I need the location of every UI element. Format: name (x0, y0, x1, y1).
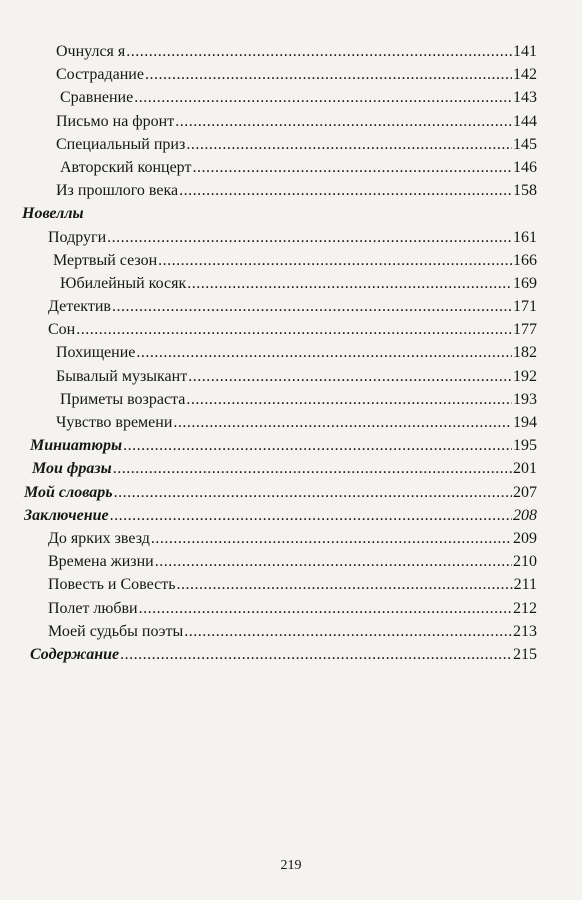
toc-entry (0, 295, 582, 318)
dot-leader (107, 226, 512, 249)
toc-page-number: 169 (513, 274, 537, 292)
dot-leader (158, 249, 512, 272)
dot-leader (145, 63, 512, 86)
toc-page-number: 194 (513, 414, 537, 431)
toc-entry-title: Полет любви (48, 599, 138, 617)
toc-entry-title: Из прошлого века (56, 182, 179, 200)
dot-leader (186, 388, 512, 411)
toc-entry (0, 527, 582, 550)
toc-entry (0, 179, 582, 202)
toc-page-number: 195 (513, 437, 537, 455)
dot-leader (188, 365, 512, 388)
dot-leader (179, 179, 512, 202)
table-of-contents (0, 40, 582, 666)
toc-entry (0, 318, 582, 341)
toc-page-number: 182 (513, 344, 537, 362)
toc-entry-title: Авторский концерт (60, 158, 192, 176)
toc-page-number: 208 (513, 506, 537, 524)
toc-entry-title: Специальный приз (56, 135, 186, 153)
dot-leader (187, 272, 512, 295)
toc-entry-title: Бывалый музыкант (56, 367, 188, 385)
toc-entry (0, 411, 582, 434)
dot-leader (113, 457, 512, 480)
dot-leader (126, 40, 512, 63)
toc-entry-title: Сон (48, 321, 76, 339)
dot-leader (186, 133, 512, 156)
toc-entry-title: Мой словарь (24, 483, 113, 501)
toc-entry-title: Мои фразы (32, 460, 112, 478)
toc-entry-title: Похищение (56, 344, 136, 362)
toc-page-number: 201 (513, 460, 537, 478)
toc-entry-title: Заключение (24, 506, 109, 524)
dot-leader (120, 643, 512, 666)
toc-entry (0, 550, 582, 573)
dot-leader (76, 318, 512, 341)
dot-leader (139, 597, 512, 620)
dot-leader (114, 481, 512, 504)
toc-entry (0, 156, 582, 179)
toc-page-number: 146 (513, 158, 537, 176)
toc-entry (0, 341, 582, 364)
toc-entry-title: Содержание (30, 645, 120, 663)
toc-entry-title: Подруги (48, 228, 107, 246)
toc-entry-title: Чувство времени (56, 414, 173, 431)
toc-entry-title: Юбилейный косяк (60, 274, 187, 292)
toc-page-number: 141 (513, 43, 537, 60)
toc-entry (0, 620, 582, 643)
toc-entry-title: Моей судьбы поэты (48, 622, 184, 640)
toc-entry (0, 226, 582, 249)
dot-leader (177, 573, 513, 596)
toc-entry-title: Сравнение (60, 89, 134, 107)
toc-entry (0, 110, 582, 133)
toc-section-heading (0, 481, 582, 504)
toc-page-number: 215 (513, 645, 537, 663)
toc-entry-title: Очнулся я (56, 43, 126, 60)
toc-page-number: 193 (513, 390, 537, 408)
toc-entry (0, 272, 582, 295)
toc-section-heading (0, 202, 582, 225)
toc-page-number: 212 (513, 599, 537, 617)
toc-entry (0, 86, 582, 109)
toc-page-number: 143 (513, 89, 537, 107)
toc-entry-title: Мертвый сезон (53, 251, 158, 269)
dot-leader (136, 341, 512, 364)
dot-leader (134, 86, 512, 109)
dot-leader (173, 411, 512, 434)
dot-leader (151, 527, 512, 550)
toc-page-number: 207 (513, 483, 537, 501)
toc-entry (0, 40, 582, 63)
page-number: 219 (280, 858, 302, 873)
toc-page-number: 192 (513, 367, 537, 385)
dot-leader (123, 434, 512, 457)
dot-leader (175, 110, 512, 133)
toc-page-number: 171 (513, 298, 537, 316)
toc-page-number: 210 (513, 553, 537, 571)
toc-section-heading (0, 434, 582, 457)
dot-leader (184, 620, 512, 643)
toc-entry (0, 249, 582, 272)
dot-leader (192, 156, 512, 179)
toc-page-number: 209 (513, 529, 537, 547)
toc-entry (0, 63, 582, 86)
toc-entry-title: До ярких звезд (48, 529, 150, 547)
toc-page-number: 177 (513, 321, 537, 339)
toc-page-number: 166 (513, 251, 537, 269)
toc-entry-title: Письмо на фронт (56, 112, 175, 130)
dot-leader (110, 504, 512, 527)
toc-page-number: 142 (513, 66, 537, 84)
toc-entry (0, 133, 582, 156)
toc-entry-title: Детектив (48, 298, 111, 316)
toc-entry (0, 573, 582, 596)
toc-section-heading (0, 643, 582, 666)
toc-section-heading (0, 457, 582, 480)
toc-page-number: 145 (513, 135, 537, 153)
toc-entry-title: Сострадание (56, 66, 144, 84)
toc-section-heading (0, 504, 582, 527)
toc-page-number: 211 (513, 576, 537, 594)
toc-entry-title: Приметы возраста (60, 390, 186, 408)
dot-leader (112, 295, 512, 318)
toc-entry (0, 597, 582, 620)
toc-page-number: 144 (513, 112, 537, 130)
toc-page-number: 161 (513, 228, 537, 246)
toc-entry (0, 388, 582, 411)
toc-page-number: 213 (513, 622, 537, 640)
toc-entry-title: Миниатюры (30, 437, 123, 455)
toc-entry-title: Времена жизни (48, 553, 154, 571)
toc-page-number: 158 (513, 182, 537, 200)
toc-entry (0, 365, 582, 388)
dot-leader (155, 550, 512, 573)
toc-entry-title: Повесть и Совесть (48, 576, 176, 594)
toc-entry-title: Новеллы (22, 205, 84, 223)
